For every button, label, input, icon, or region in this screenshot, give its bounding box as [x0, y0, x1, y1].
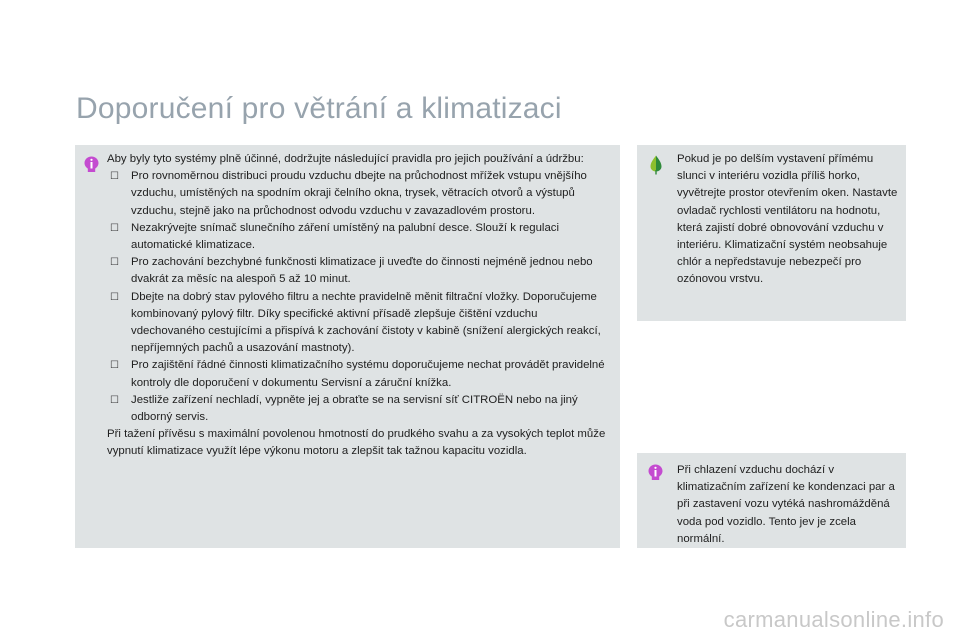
outro-text: Při tažení přívěsu s maximální povolenou hmotností do prudkého svahu a za vysokých teplot může vypnutí klimatizace využít lépe výkonu motoru a zlepšit tak tažnou kapacitu vozidla. [107, 428, 606, 458]
page-title: Doporučení pro větrání a klimatizaci [76, 92, 562, 125]
note-text: Při chlazení vzduchu dochází v klimatizačním zařízení ke kondenzaci par a při zastavení vozu vytéká nashromážděná voda pod vozidlo. Tento jev je zcela normální. [677, 464, 895, 545]
bullet-icon: ☐ [110, 257, 119, 269]
list-item [107, 168, 610, 220]
note-panel [637, 453, 906, 548]
intro-text: Aby byly tyto systémy plně účinné, dodržujte následující pravidla pro jejich používání a údržbu: [107, 153, 584, 165]
bullet-icon: ☐ [110, 222, 119, 234]
info-icon [648, 464, 663, 482]
bullet-icon: ☐ [110, 360, 119, 372]
bullet-text: Pro zajištění řádné činnosti klimatizačního systému doporučujeme nechat provádět pravidelné kontroly dle doporučení v dokumentu Servisní a záruční knížka. [131, 359, 605, 389]
info-icon [84, 156, 99, 174]
tip-text: Pokud je po delším vystavení přímému slunci v interiéru vozidla příliš horko, vyvětrejte prostor otevřením oken. Nastavte ovladač rychlosti ventilátoru na hodnotu, která zajistí dobré obnovování vzduchu v interiéru. Klimatizační systém neobsahuje chlór a nepředstavuje nebezpečí pro ozónovou vrstvu. [677, 153, 898, 286]
bullet-text: Pro zachování bezchybné funkčnosti klimatizace ji uveďte do činnosti nejméně jednou nebo dvakrát za měsíc na alespoň 5 až 10 minut. [131, 256, 593, 286]
list-item [107, 220, 610, 254]
main-info-panel [75, 145, 620, 548]
bullet-text: Nezakrývejte snímač slunečního záření umístěný na palubní desce. Slouží k regulaci automatické klimatizace. [131, 221, 560, 252]
bullet-text: Jestliže zařízení nechladí, vypněte jej a obraťte se na servisní síť CITROËN nebo na jiný odborný servis. [131, 393, 578, 424]
list-item [107, 357, 610, 391]
bullet-icon: ☐ [110, 291, 119, 303]
list-item [107, 254, 610, 288]
leaf-tip-icon [648, 155, 664, 175]
bullet-icon: ☐ [110, 394, 119, 406]
recommendation-list [107, 168, 610, 426]
bullet-text: Pro rovnoměrnou distribuci proudu vzduchu dbejte na průchodnost mřížek vstupu vnějšího vzduchu, umístěných na spodním okraji čelního okna, trysek, větracích otvorů a výstupů vzduchu, stejně jako na průchodnost odvodu vzduchu v zavazadlovém prostoru. [131, 170, 587, 217]
watermark: carmanualsonline.info [723, 607, 944, 632]
list-item [107, 392, 610, 426]
list-item [107, 289, 610, 358]
bullet-icon: ☐ [110, 171, 119, 183]
tip-panel [637, 145, 906, 321]
bullet-text: Dbejte na dobrý stav pylového filtru a nechte pravidelně měnit filtrační vložky. Doporučujeme kombinovaný pylový filtr. Díky specifické aktivní přísadě zlepšuje čištění vzduchu vdechovaného cestujícími a přispívá k zachování čistoty v kabině (snížení alergických reakcí, nepříjemných pachů a usazování mastnoty). [131, 290, 601, 355]
